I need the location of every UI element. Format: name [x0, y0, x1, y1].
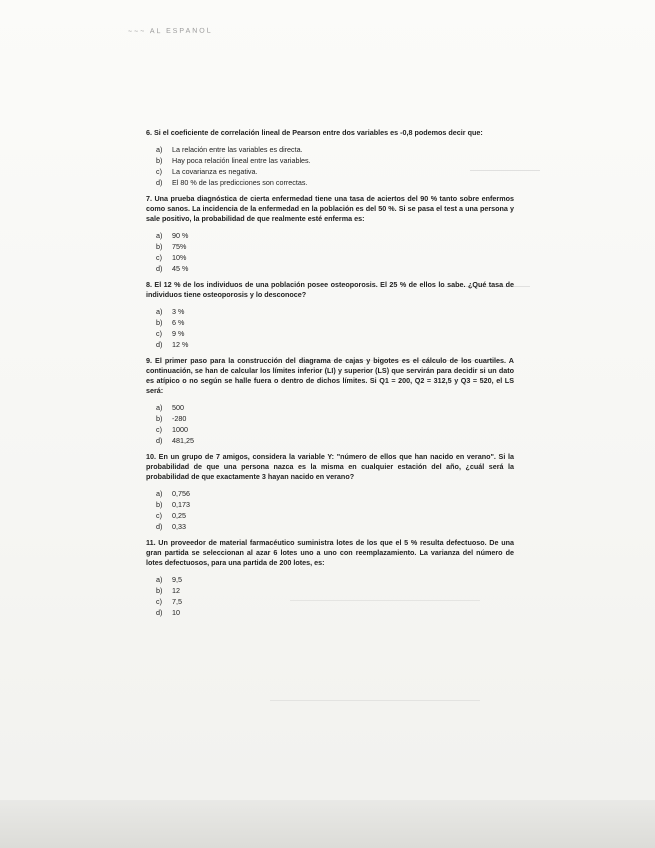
option-b: b) 0,173	[156, 499, 190, 509]
option-list	[146, 488, 514, 532]
option-b: b) 6 %	[156, 317, 185, 327]
question-stem: 7. Una prueba diagnóstica de cierta enfermedad tiene una tasa de aciertos del 90 % tanto sobre enfermos como sanos. La incidencia de la enfermedad en la población es del 50 %. Si se pasa el test a una persona y sale positivo, la probabilidad de que realmente esté enferma es:	[146, 194, 514, 223]
question-stem: 11. Un proveedor de material farmacéutico suministra lotes de los que el 5 % resulta defectuoso. De una gran partida se seleccionan al azar 6 lotes uno a uno con reemplazamiento. La varianza del número de lotes defectuosos, para una partida de 200 lotes, es:	[146, 538, 514, 567]
option-c: c) 0,25	[156, 510, 186, 520]
option-c: c) 10%	[156, 252, 187, 262]
question-8	[146, 280, 514, 350]
bleed-through-mark	[270, 700, 480, 701]
option-a: a) 3 %	[156, 306, 185, 316]
question-6	[146, 128, 514, 188]
option-c: c) 9 %	[156, 328, 185, 338]
option-b: b) Hay poca relación lineal entre las variables.	[156, 155, 311, 165]
option-d: d) 0,33	[156, 521, 186, 531]
option-list	[146, 144, 514, 188]
question-stem: 9. El primer paso para la construcción del diagrama de cajas y bigotes es el cálculo de los cuartiles. A continuación, se han de calcular los límites inferior (LI) y superior (LS) que servirán para decidir si un dato es atípico o no según se halle fuera o dentro de dichos límites. Si Q1 = 200, Q2 = 312,5 y Q3 = 520, el LS será:	[146, 356, 514, 395]
option-b: b) 75%	[156, 241, 187, 251]
question-10	[146, 452, 514, 532]
option-a: a) 500	[156, 402, 184, 412]
option-b: b) -280	[156, 413, 187, 423]
header-scribble: ~~~ AL ESPANOL	[127, 27, 213, 36]
option-d: d) 10	[156, 607, 180, 617]
option-c: c) La covarianza es negativa.	[156, 166, 258, 176]
option-d: d) El 80 % de las predicciones son correctas.	[156, 177, 308, 187]
question-11	[146, 538, 514, 618]
option-c: c) 7,5	[156, 596, 182, 606]
question-9	[146, 356, 514, 446]
option-a: a) 90 %	[156, 230, 189, 240]
question-list	[146, 128, 514, 624]
question-stem: 10. En un grupo de 7 amigos, considera la variable Y: "número de ellos que han nacido en verano". Si la probabilidad de que una persona nazca es la misma en cualquier estación del año, ¿cuál será la probabilidad de que exactamente 3 hayan nacido en verano?	[146, 452, 514, 481]
option-d: d) 45 %	[156, 263, 189, 273]
question-7	[146, 194, 514, 274]
question-stem: 6. Si el coeficiente de correlación lineal de Pearson entre dos variables es -0,8 podemos decir que:	[146, 128, 483, 137]
option-a: a) 9,5	[156, 574, 182, 584]
question-stem: 8. El 12 % de los individuos de una población posee osteoporosis. El 25 % de ellos lo sabe. ¿Qué tasa de individuos tiene osteoporosis y lo desconoce?	[146, 280, 514, 299]
option-d: d) 12 %	[156, 339, 189, 349]
option-list	[146, 306, 514, 350]
option-c: c) 1000	[156, 424, 188, 434]
option-list	[146, 230, 514, 274]
option-a: a) 0,756	[156, 488, 190, 498]
option-list	[146, 574, 514, 618]
option-d: d) 481,25	[156, 435, 194, 445]
option-a: a) La relación entre las variables es directa.	[156, 144, 303, 154]
option-b: b) 12	[156, 585, 180, 595]
page-bottom-shadow	[0, 800, 655, 848]
option-list	[146, 402, 514, 446]
